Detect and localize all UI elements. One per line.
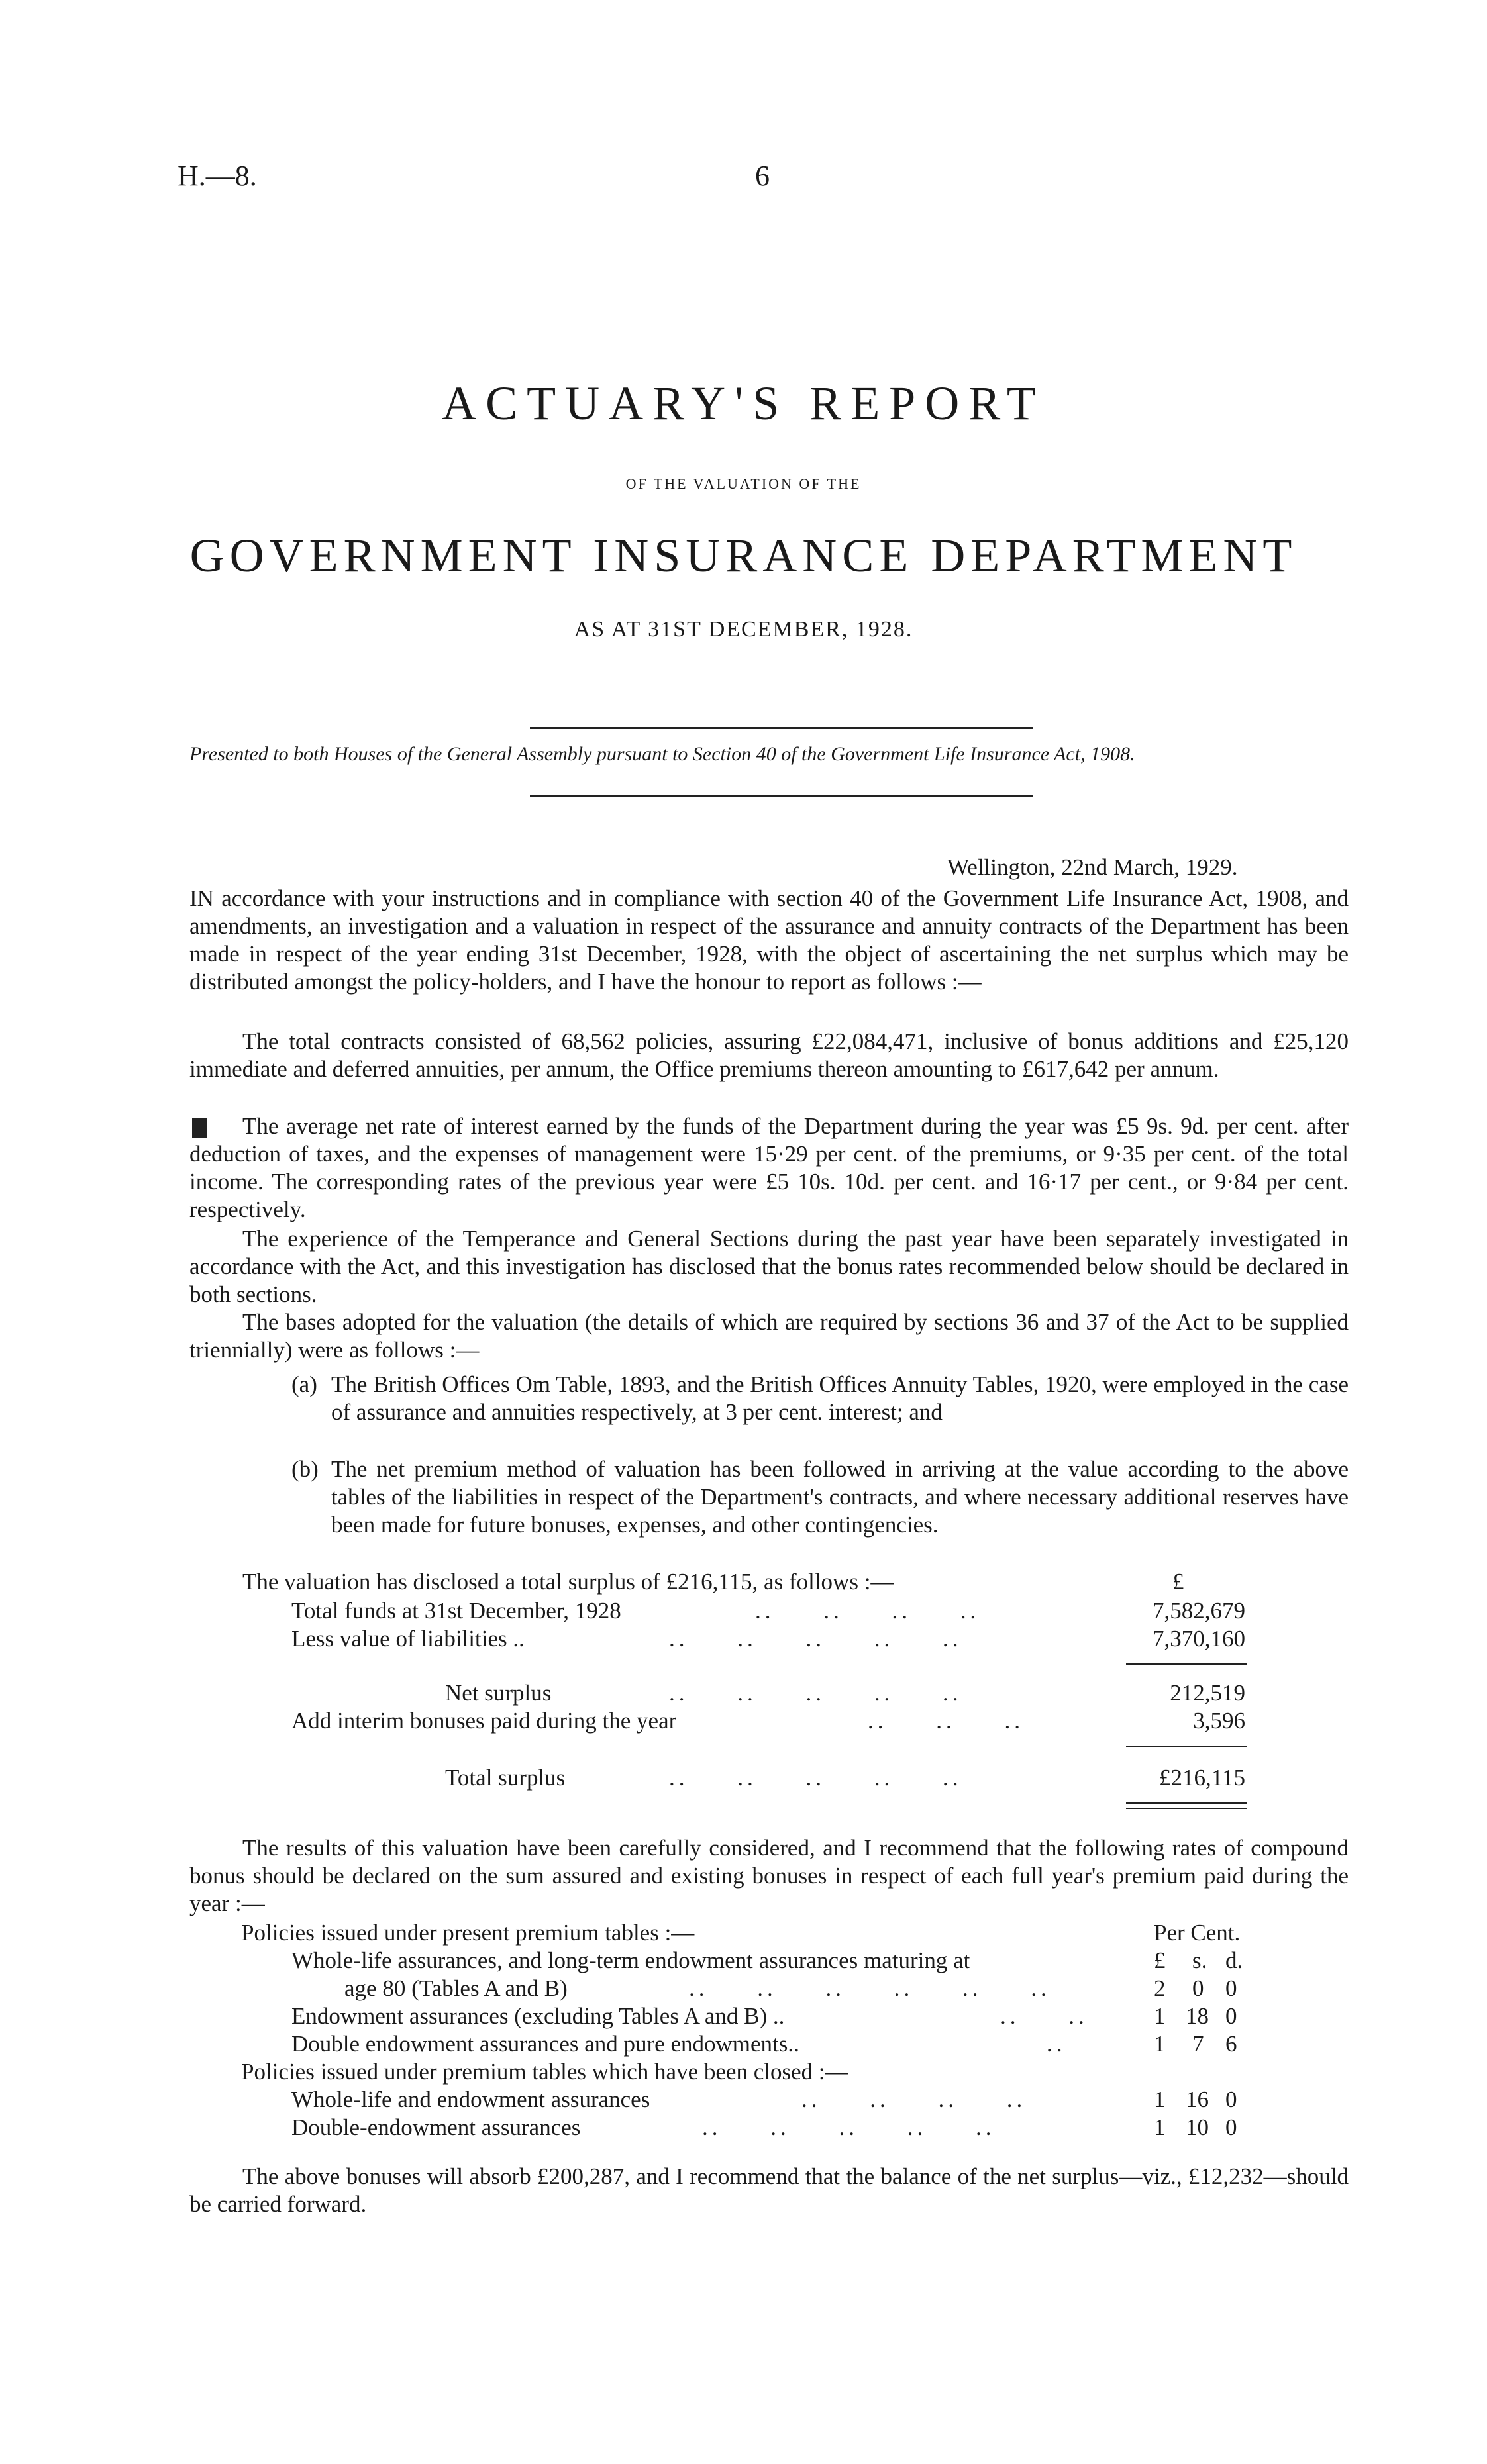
presented-note: Presented to both Houses of the General Assembly pursuant to Section 40 of the Government Life Insurance Act, 1908.	[189, 743, 1135, 765]
bonus-shillings: 0	[1192, 1975, 1204, 2001]
leader-dots: .. .. .. .. ..	[669, 1626, 962, 1651]
bonus-row-label: Endowment assurances (excluding Tables A and B) ..	[291, 2003, 785, 2029]
leader-dots: .. .. .. .. ..	[669, 1765, 962, 1791]
bonus-row-label: age 80 (Tables A and B)	[344, 1975, 568, 2001]
bonus-row-label: Double endowment assurances and pure endowments..	[291, 2031, 799, 2057]
surplus-row-value: 212,519	[1170, 1680, 1245, 1706]
paragraph-interest: The average net rate of interest earned by the funds of the Department during the year was £5 9s. 9d. per cent. after deduction of taxes, and the expenses of management were 15·29 per cent. of the premiums, or 9·35 per cent. of the total income. The corresponding rates of the previous year were £5 10s. 10d. per cent. and 16·17 per cent., or 9·84 per cent. respectively.	[189, 1113, 1349, 1222]
document-reference: H.—8.	[178, 160, 257, 192]
bonus-pence: 0	[1225, 2114, 1237, 2140]
bonus-group-closed: Policies issued under premium tables which have been closed :—	[241, 2059, 848, 2085]
surplus-row-value: 7,370,160	[1153, 1626, 1245, 1651]
paragraph-experience: The experience of the Temperance and General Sections during the past year have been separately investigated in accordance with the Act, and this investigation has disclosed that the bonus rates recommended below should be declared in both sections.	[189, 1226, 1349, 1307]
bonus-pounds: 1	[1154, 2003, 1166, 2029]
leader-dots: .. .. .. .. ..	[669, 1680, 962, 1706]
page-number: 6	[755, 160, 770, 192]
paragraph-intro: IN accordance with your instructions and in compliance with section 40 of the Government Life Insurance Act, 1908, and amendments, an investigation and a valuation in respect of the assurance and annuity contracts of the Department has been made in respect of the year ending 31st December, 1928, with the object of ascertaining the net surplus which may be distributed amongst the policy-holders, and I have the honour to report as follows :—	[189, 885, 1349, 995]
bonus-row-label: Double-endowment assurances	[291, 2114, 581, 2140]
dateline: Wellington, 22nd March, 1929.	[947, 854, 1238, 880]
surplus-row-label: Total funds at 31st December, 1928	[291, 1598, 621, 1624]
bonus-col-pence: d.	[1225, 1947, 1243, 1973]
bonus-row-label: Whole-life and endowment assurances	[291, 2087, 650, 2112]
bonus-pence: 0	[1225, 2087, 1237, 2112]
basis-item-b-label: (b)	[291, 1456, 319, 1482]
bonus-pence: 0	[1225, 2003, 1237, 2029]
double-rule-lower	[1126, 1808, 1247, 1809]
valuation-date: AS AT 31ST DECEMBER, 1928.	[574, 617, 913, 642]
bonus-pounds: 1	[1154, 2087, 1166, 2112]
report-title: ACTUARY'S REPORT	[442, 377, 1045, 430]
double-rule-upper	[1126, 1802, 1247, 1804]
leader-dots: .. .. .. ..	[801, 2087, 1027, 2112]
surplus-row-label: Net surplus	[445, 1680, 552, 1706]
bonus-row-label: Whole-life assurances, and long-term endowment assurances maturing at	[291, 1947, 970, 1973]
paragraph-contracts: The total contracts consisted of 68,562 policies, assuring £22,084,471, inclusive of bonus additions and £25,120 immediate and deferred annuities, per annum, the Office premiums thereon amounting to £617,642 per annum.	[189, 1028, 1349, 1082]
surplus-row-label: Less value of liabilities ..	[291, 1626, 525, 1651]
leader-dots: ..	[1047, 2031, 1066, 2057]
surplus-row-value: 3,596	[1193, 1708, 1245, 1734]
basis-item-a	[291, 1371, 1349, 1426]
bonus-pounds: 2	[1154, 1975, 1166, 2001]
surplus-row-label: Add interim bonuses paid during the year	[291, 1708, 677, 1734]
leader-dots: .. .. ..	[868, 1708, 1024, 1734]
bonus-group-present: Policies issued under present premium tables :—	[241, 1920, 695, 1946]
leader-dots: .. .. .. .. ..	[702, 2114, 996, 2140]
bonus-shillings: 18	[1186, 2003, 1209, 2029]
bonus-shillings: 7	[1192, 2031, 1204, 2057]
bonus-shillings: 16	[1186, 2087, 1209, 2112]
bonus-pounds: 1	[1154, 2031, 1166, 2057]
total-rule	[1126, 1746, 1247, 1747]
surplus-row-label: Total surplus	[445, 1765, 566, 1791]
bonus-col-pounds: £	[1154, 1947, 1166, 1973]
paragraph-bases: The bases adopted for the valuation (the details of which are required by sections 36 and 37 of the Act to be supplied triennially) were as follows :—	[189, 1309, 1349, 1363]
bonus-table-header: Per Cent.	[1154, 1920, 1241, 1946]
bonus-col-shillings: s.	[1192, 1947, 1207, 1973]
subtotal-rule	[1126, 1663, 1247, 1665]
leader-dots: .. ..	[1000, 2003, 1088, 2029]
basis-item-b	[291, 1455, 1349, 1539]
surplus-row-value: 7,582,679	[1153, 1598, 1245, 1624]
basis-item-a-text: The British Offices Om Table, 1893, and the British Offices Annuity Tables, 1920, were employed in the case of assurance and annuities respectively, at 3 per cent. interest; and	[331, 1371, 1349, 1425]
bonus-pounds: 1	[1154, 2114, 1166, 2140]
basis-item-a-label: (a)	[291, 1371, 317, 1397]
leader-dots: .. .. .. ..	[755, 1598, 980, 1624]
department-name: GOVERNMENT INSURANCE DEPARTMENT	[189, 529, 1298, 582]
bonus-pence: 0	[1225, 1975, 1237, 2001]
report-subtitle: OF THE VALUATION OF THE	[625, 475, 862, 492]
top-rule	[530, 727, 1033, 729]
bonus-pence: 6	[1225, 2031, 1237, 2057]
bottom-rule	[530, 795, 1033, 797]
paragraph-recommendation: The results of this valuation have been carefully considered, and I recommend that the following rates of compound bonus should be declared on the sum assured and existing bonuses in respect of each full year's premium paid during the year :—	[189, 1835, 1349, 1916]
bonus-shillings: 10	[1186, 2114, 1209, 2140]
surplus-row-value: £216,115	[1159, 1765, 1245, 1791]
surplus-currency-header: £	[1172, 1569, 1184, 1595]
leader-dots: .. .. .. .. .. ..	[689, 1975, 1051, 2001]
paragraph-surplus-intro: The valuation has disclosed a total surplus of £216,115, as follows :—	[242, 1569, 894, 1595]
paragraph-conclusion: The above bonuses will absorb £200,287, and I recommend that the balance of the net surplus—viz., £12,232—should be carried forward.	[189, 2163, 1349, 2217]
basis-item-b-text: The net premium method of valuation has been followed in arriving at the value according to the above tables of the liabilities in respect of the Department's contracts, and where necessary additional reserves have been made for future bonuses, expenses, and other contingencies.	[331, 1456, 1349, 1538]
